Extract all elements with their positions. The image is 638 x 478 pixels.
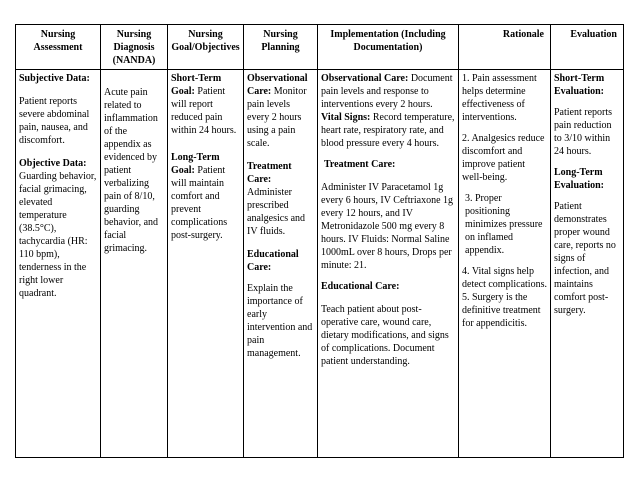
long-term-evaluation-text: Patient demonstrates proper wound care, reports no signs of infection, and maintains comfort post-surgery. — [554, 201, 616, 316]
planning-treatment-label: Treatment Care: — [247, 161, 292, 185]
header-diagnosis: Nursing Diagnosis (NANDA) — [101, 25, 168, 70]
rationale-item-1: 1. Pain assessment helps determine effectiveness of interventions. — [462, 73, 537, 123]
subjective-data-text: Patient reports severe abdominal pain, nausea, and discomfort. — [19, 96, 90, 146]
planning-educational-label: Educational Care: — [247, 249, 299, 273]
long-term-evaluation-label: Long-Term Evaluation: — [554, 167, 605, 191]
rationale-cell — [459, 70, 551, 458]
evaluation-cell — [551, 70, 624, 458]
short-term-goal-label: Short-Term Goal: — [171, 73, 222, 97]
assessment-cell — [16, 70, 101, 458]
impl-treatment-text: Administer IV Paracetamol 1g every 6 hours, IV Ceftriaxone 1g every 12 hours, and IV Metronidazole 500 mg every 8 hours. IV Fluids: Normal Saline 1000mL over 8 hours, Drops per minute: 21. — [321, 182, 454, 271]
impl-vitals-label: Vital Signs: — [321, 112, 371, 123]
impl-observational-label: Observational Care: — [321, 73, 409, 84]
header-evaluation: Evaluation — [551, 25, 624, 70]
objective-data-label: Objective Data: — [19, 158, 87, 169]
subjective-data-label: Subjective Data: — [19, 73, 90, 84]
implementation-cell — [318, 70, 459, 458]
long-term-goal-text: Patient will maintain comfort and prevent complications post-surgery. — [171, 165, 228, 241]
impl-observational-text: Document pain levels and response to interventions every 2 hours. — [321, 73, 453, 110]
impl-vitals-text: Record temperature, heart rate, respiratory rate, and blood pressure every 4 hours. — [321, 112, 455, 149]
header-assessment: Nursing Assessment — [16, 25, 101, 70]
short-term-goal-text: Patient will report reduced pain within 24 hours. — [171, 86, 237, 136]
header-planning: Nursing Planning — [244, 25, 318, 70]
planning-educational-text: Explain the importance of early intervention and pain management. — [247, 283, 313, 359]
planning-treatment-text: Administer prescribed analgesics and IV fluids. — [247, 187, 306, 237]
planning-observational-text: Monitor pain levels every 2 hours using a pain scale. — [247, 86, 307, 149]
long-term-goal-label: Long-Term Goal: — [171, 152, 220, 176]
header-row — [16, 25, 624, 70]
rationale-item-3: 3. Proper positioning minimizes pressure on inflamed appendix. — [465, 193, 543, 256]
impl-treatment-label: Treatment Care: — [324, 159, 396, 170]
short-term-evaluation-text: Patient reports pain reduction to 3/10 within 24 hours. — [554, 107, 613, 157]
goal-cell — [168, 70, 244, 458]
diagnosis-text: Acute pain related to inflammation of the appendix as evidenced by patient verbalizing pain of 8/10, guarding behavior, and facial grimacing. — [104, 87, 159, 254]
impl-educational-text: Teach patient about post-operative care, wound care, dietary modifications, and signs of complications. Document patient understanding. — [321, 304, 449, 367]
content-row — [16, 70, 624, 458]
objective-data-text: Guarding behavior, facial grimacing, elevated temperature (38.5°C), tachycardia (HR: 110 bpm), tenderness in the right lower quadrant. — [19, 171, 97, 299]
diagnosis-cell — [101, 70, 168, 458]
impl-educational-label: Educational Care: — [321, 281, 400, 292]
header-goal: Nursing Goal/Objectives — [168, 25, 244, 70]
header-rationale: Rationale — [459, 25, 551, 70]
planning-observational-label: Observational Care: — [247, 73, 308, 97]
header-implementation: Implementation (Including Documentation) — [318, 25, 459, 70]
short-term-evaluation-label: Short-Term Evaluation: — [554, 73, 605, 97]
rationale-item-2: 2. Analgesics reduce discomfort and improve patient well-being. — [462, 133, 545, 183]
planning-cell — [244, 70, 318, 458]
rationale-item-4: 4. Vital signs help detect complications. 5. Surgery is the definitive treatment for appendicitis. — [462, 266, 547, 329]
nursing-care-plan-table — [15, 24, 624, 458]
